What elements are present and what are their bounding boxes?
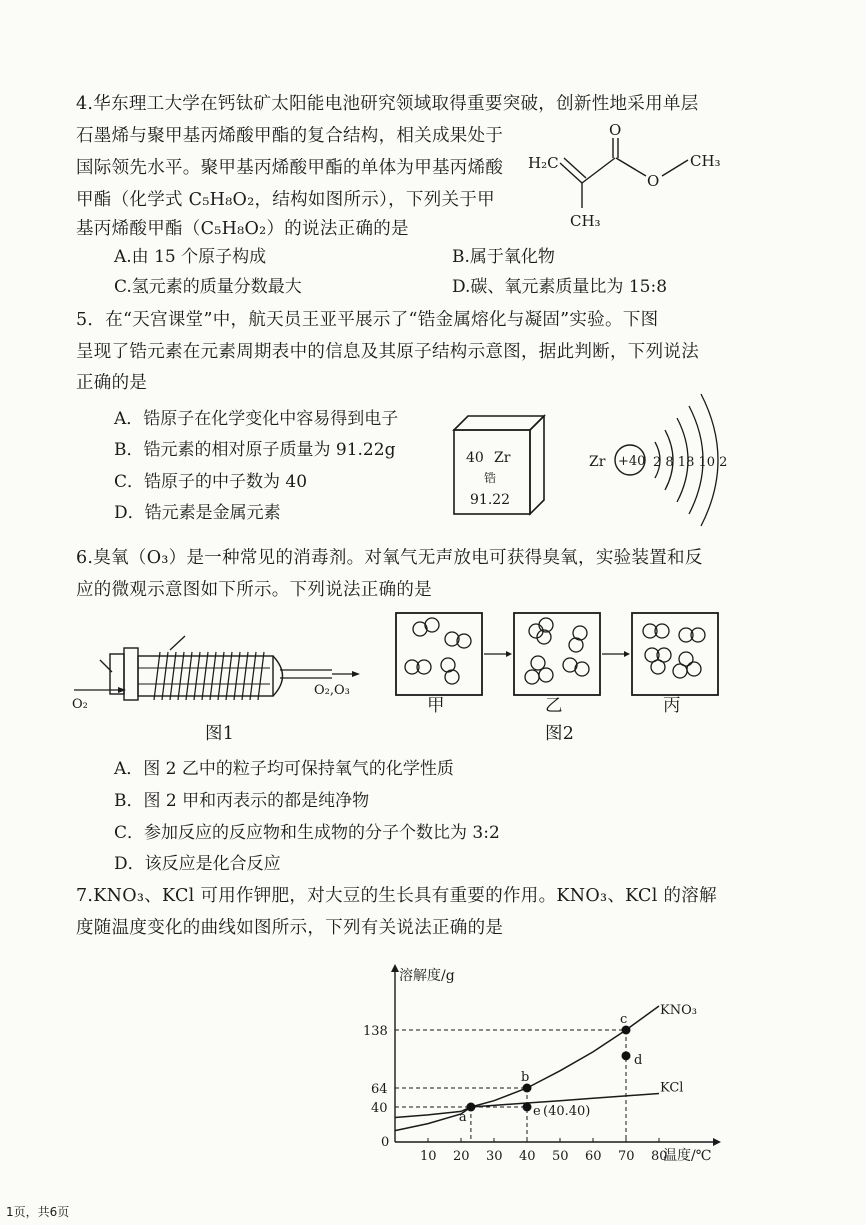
q5-line-2: 呈现了锆元素在元素周期表中的信息及其原子结构示意图，据此判断，下列说法 (76, 342, 699, 362)
x-tick-label-40: 40 (519, 1149, 536, 1164)
atom-shells: 2 8 18 10 2 (653, 455, 728, 470)
struct-o-single: O (647, 172, 660, 190)
q4-option-c[interactable]: C.氢元素的质量分数最大 (114, 277, 302, 297)
atom-symbol: Zr (589, 454, 606, 470)
point-a (466, 1103, 475, 1112)
q6-line-1: 6.臭氧（O₃）是一种常见的消毒剂。对氧气无声放电可获得臭氧，实验装置和反 (76, 548, 703, 568)
struct-o-double: O (609, 121, 622, 139)
q5-line-3: 正确的是 (76, 373, 148, 393)
q4-option-d[interactable]: D.碳、氧元素质量比为 15:8 (452, 277, 668, 297)
fig2-caption: 图2 (545, 724, 575, 744)
struct-ch3-right: CH₃ (690, 152, 721, 170)
y-tick-label-64: 64 (371, 1082, 388, 1097)
origin-label: 0 (381, 1135, 390, 1150)
q4-line-3: 国际领先水平。聚甲基丙烯酸甲酯的单体为甲基丙烯酸 (76, 158, 504, 178)
point-label-a: a (458, 1110, 467, 1125)
zirconium-atom-diagram (585, 392, 735, 527)
point-d (622, 1051, 631, 1060)
x-axis-arrow (713, 1138, 721, 1146)
element-number: 40 (466, 450, 484, 466)
chart-guides (395, 1030, 626, 1142)
x-tick-label-10: 10 (420, 1149, 437, 1164)
q4-line-1: 4.华东理工大学在钙钛矿太阳能电池研究领域取得重要突破，创新性地采用单层 (76, 94, 699, 114)
point-label-d: d (634, 1052, 643, 1068)
q7-line-1: 7.KNO₃、KCl 可用作钾肥，对大豆的生长具有重要的作用。KNO₃、KCl 的溶解 (76, 886, 717, 906)
x-tick-label-50: 50 (552, 1149, 569, 1164)
methyl-methacrylate-structure (520, 118, 740, 238)
q4-line-2: 石墨烯与聚甲基丙烯酸甲酯的复合结构，相关成果处于 (76, 126, 504, 146)
x-tick-label-70: 70 (618, 1149, 635, 1164)
element-mass: 91.22 (470, 492, 511, 508)
q5-line-1: 5．在“天宫课堂”中，航天员王亚平展示了“锆金属熔化与凝固”实验。下图 (76, 310, 659, 330)
struct-ch3-bottom: CH₃ (570, 212, 601, 230)
q5-option-d[interactable]: D．锆元素是金属元素 (114, 503, 281, 523)
series-label-1: KNO₃ (660, 1003, 697, 1018)
x-tick-label-20: 20 (453, 1149, 470, 1164)
y-axis-label: 溶解度/g (399, 968, 455, 984)
page-footer: 1页，共6页 (6, 1205, 70, 1219)
element-name: 锆 (484, 471, 497, 485)
q6-option-d[interactable]: D．该反应是化合反应 (114, 854, 281, 874)
q5-option-b[interactable]: B．锆元素的相对原子质量为 91.22g (114, 440, 396, 460)
q6-line-2: 应的微观示意图如下所示。下列说法正确的是 (76, 580, 432, 600)
struct-h2c: H₂C (528, 154, 559, 172)
y-tick-label-40: 40 (371, 1101, 388, 1116)
x-tick-label-80: 80 (651, 1149, 668, 1164)
atom-nucleus: +40 (618, 454, 646, 469)
chart-points (466, 1026, 630, 1112)
zirconium-element-cell (448, 410, 558, 520)
fig1-caption: 图1 (205, 724, 235, 744)
q5-option-a[interactable]: A．锆原子在化学变化中容易得到电子 (114, 409, 399, 429)
point-label-e: e (533, 1104, 541, 1119)
x-tick-label-30: 30 (486, 1149, 503, 1164)
point-label-b: b (521, 1070, 530, 1085)
point-label-c: c (620, 1012, 628, 1027)
fig2-label-jia: 甲 (427, 696, 445, 716)
chart-labels (363, 967, 711, 1164)
point-e-annotation: (40.40) (543, 1104, 591, 1119)
q4-line-4: 甲酯（化学式 C₅H₈O₂，结构如图所示），下列关于甲 (76, 190, 495, 210)
q4-option-a[interactable]: A.由 15 个原子构成 (114, 247, 267, 267)
point-e (523, 1103, 532, 1112)
fig2-label-bing: 丙 (663, 696, 681, 716)
q4-line-5: 基丙烯酸甲酯（C₅H₈O₂）的说法正确的是 (76, 219, 409, 239)
element-symbol: Zr (494, 450, 511, 466)
y-tick-label-138: 138 (363, 1024, 388, 1039)
q6-option-a[interactable]: A．图 2 乙中的粒子均可保持氧气的化学性质 (114, 759, 454, 779)
solubility-chart (355, 960, 735, 1170)
fig2-label-yi: 乙 (545, 696, 563, 716)
q6-option-c[interactable]: C．参加反应的反应物和生成物的分子个数比为 3:2 (114, 823, 500, 843)
q5-option-c[interactable]: C．锆原子的中子数为 40 (114, 472, 308, 492)
x-tick-label-60: 60 (585, 1149, 602, 1164)
y-axis-arrow (391, 964, 399, 972)
q6-option-b[interactable]: B．图 2 甲和丙表示的都是纯净物 (114, 791, 370, 811)
fig1-out-label: O₂,O₃ (314, 683, 350, 698)
q7-line-2: 度随温度变化的曲线如图所示，下列有关说法正确的是 (76, 918, 504, 938)
x-axis-label: 温度/℃ (663, 1148, 712, 1164)
series-label-2: KCl (660, 1080, 684, 1096)
fig1-in-label: O₂ (72, 697, 88, 712)
q4-option-b[interactable]: B.属于氧化物 (452, 247, 555, 267)
